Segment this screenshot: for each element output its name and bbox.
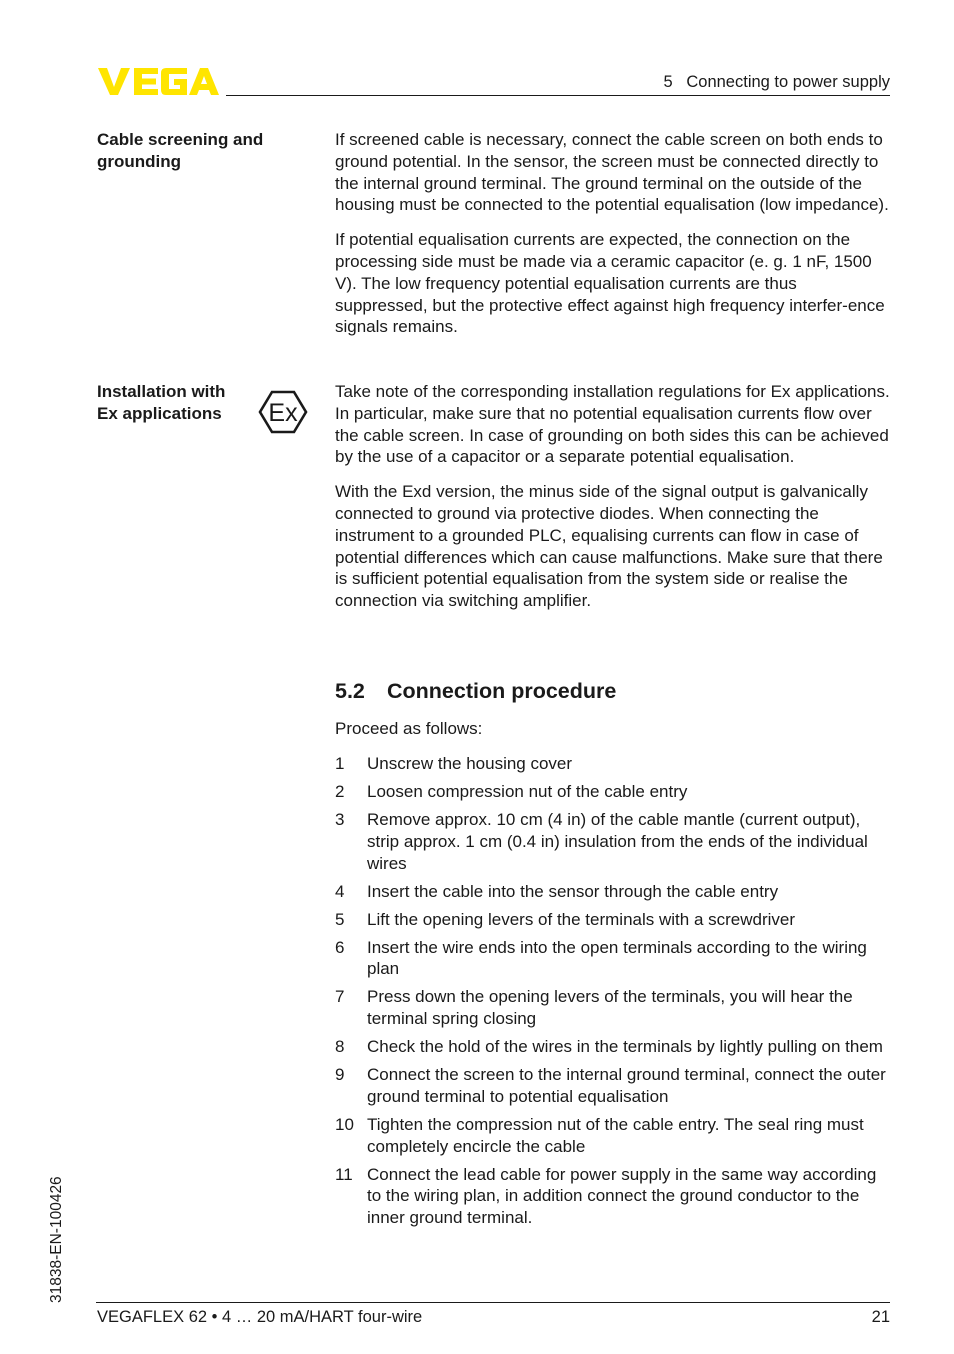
document-code: 31838-EN-100426 — [48, 1176, 65, 1303]
list-item — [335, 1064, 891, 1108]
list-item — [335, 1164, 891, 1229]
step-text: Insert the cable into the sensor through the cable entry — [367, 881, 779, 901]
step-number: 1 — [335, 754, 345, 773]
running-header-chapter: 5 Connecting to power supply — [663, 73, 890, 91]
list-item — [335, 937, 891, 981]
page-number: 21 — [871, 1308, 890, 1326]
list-item — [335, 809, 891, 874]
section-number: 5.2 — [335, 679, 365, 703]
step-text: Remove approx. 10 cm (4 in) of the cable mantle (current output), strip approx. 1 cm (0.4 in) insulation from the ends of the individual wires — [367, 809, 868, 873]
footer-product-title: VEGAFLEX 62 • 4 … 20 mA/HART four-wire — [97, 1308, 423, 1326]
step-text: Check the hold of the wires in the terminals by lightly pulling on them — [367, 1037, 883, 1057]
procedure-steps-list — [335, 753, 891, 1235]
footer-divider — [96, 1302, 890, 1303]
vega-logo — [96, 64, 220, 98]
paragraph: With the Exd version, the minus side of the signal output is galvanically connected to ground via protective diodes. When connecting the instrument to a grounded PLC, equalising currents can flow in case of potential differences which can cause malfunctions. Make sure that there is sufficient potential equalisation from the system side or realise the connection via switching amplifier. — [335, 482, 883, 611]
list-item — [335, 909, 891, 931]
section-title: Connection procedure — [387, 679, 617, 703]
step-number: 8 — [335, 1037, 345, 1057]
step-number: 2 — [335, 781, 345, 801]
svg-text:Ex: Ex — [268, 399, 298, 427]
list-item — [335, 881, 891, 903]
step-number: 6 — [335, 937, 345, 957]
ex-icon — [258, 390, 308, 434]
ex-installation-text — [335, 381, 891, 625]
step-text: Tighten the compression nut of the cable entry. The seal ring must completely encircle the cable — [367, 1114, 864, 1156]
procedure-intro: Proceed as follows: — [335, 719, 483, 738]
list-item — [335, 781, 891, 803]
section-heading — [335, 678, 616, 704]
list-item — [335, 986, 891, 1030]
step-text: Unscrew the housing cover — [367, 754, 573, 773]
paragraph: Take note of the corresponding installation regulations for Ex applications. In particular, make sure that no potential equalisation currents flow over the cable screen. In case of grounding on both sides this can be achieved by the use of a capacitor or a separate potential equalisation. — [335, 382, 890, 467]
step-number: 5 — [335, 909, 345, 929]
cable-screening-text — [335, 129, 891, 351]
step-text: Insert the wire ends into the open terminals according to the wiring plan — [367, 937, 867, 979]
header-divider — [226, 95, 890, 96]
margin-heading-cable-screening: Cable screening and grounding — [97, 130, 264, 171]
step-text: Press down the opening levers of the terminals, you will hear the terminal spring closing — [367, 987, 853, 1029]
step-text: Lift the opening levers of the terminals with a screwdriver — [367, 909, 796, 929]
step-number: 11 — [335, 1164, 353, 1184]
step-number: 4 — [335, 881, 345, 901]
list-item — [335, 753, 891, 775]
paragraph: If screened cable is necessary, connect the cable screen on both ends to ground potential. In the sensor, the screen must be connected directly to the internal ground terminal. The ground terminal on the outside of the housing must be connected to the potential equalisation (low impedance). — [335, 130, 889, 215]
step-number: 7 — [335, 987, 345, 1007]
list-item — [335, 1036, 891, 1058]
step-number: 3 — [335, 809, 345, 829]
step-number: 9 — [335, 1065, 345, 1085]
step-text: Connect the lead cable for power supply in the same way according to the wiring plan, in addition connect the ground conductor to the inner ground terminal. — [367, 1164, 877, 1228]
step-text: Loosen compression nut of the cable entry — [367, 781, 688, 801]
step-number: 10 — [335, 1114, 354, 1134]
list-item — [335, 1114, 891, 1158]
margin-heading-ex-installation: Installation with Ex applications — [97, 382, 226, 423]
step-text: Connect the screen to the internal ground terminal, connect the outer ground terminal to potential equalisation — [367, 1065, 886, 1106]
paragraph: If potential equalisation currents are expected, the connection on the processing side must be made via a ceramic capacitor (e. g. 1 nF, 1500 V). The low frequency potential equalisation currents are thus suppressed, but the protective effect against high frequency interfer-ence signals remains. — [335, 230, 885, 337]
